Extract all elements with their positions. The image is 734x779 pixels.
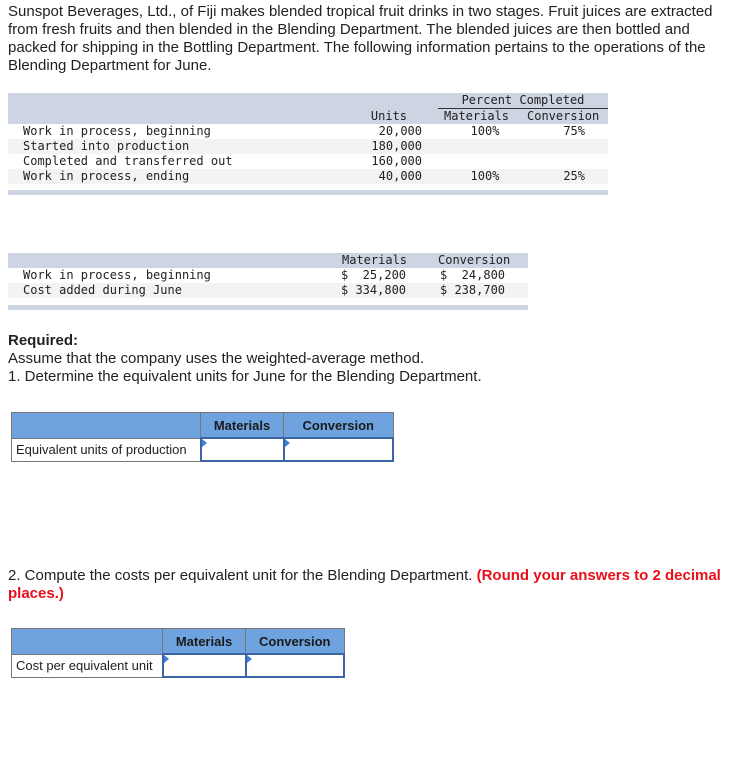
table-row: Work in process, ending 40,000 100% 25%: [8, 169, 608, 184]
conversion-header: Conversion: [246, 629, 345, 655]
conversion-header: Conversion: [527, 109, 600, 123]
required-heading: Required:: [8, 332, 79, 349]
equivalent-units-table: [11, 412, 394, 462]
materials-header: Materials: [444, 109, 510, 123]
conversion-cost-per-unit-input[interactable]: [246, 654, 345, 677]
percent-completed-header: Percent Completed: [438, 93, 608, 109]
conversion-header: Conversion: [284, 413, 394, 439]
rounding-note: (Round your answers to 2 decimal places.): [8, 567, 721, 602]
materials-equivalent-units-input[interactable]: [201, 438, 284, 461]
problem-intro: Sunspot Beverages, Ltd., of Fiji makes blended tropical fruit drinks in two stages. Fruit juices are extracted from fresh fruits and then blended in the Blending Department. The blended juices are then bottled and packed for shipping in the Bottling Department. The following information pertains to the operations of the Blending Department for June.: [8, 3, 713, 74]
materials-header: Materials: [201, 413, 284, 439]
table-row: Work in process, beginning 20,000 100% 75%: [23, 124, 585, 138]
question-2: 2. Compute the costs per equivalent unit for the Blending Department. (Round your answers to 2 decimal places.): [8, 567, 721, 602]
materials-header: Materials: [163, 629, 246, 655]
row-label: Equivalent units of production: [12, 438, 201, 461]
units-header: Units: [370, 109, 407, 123]
table-footer-bar: [8, 190, 608, 195]
cost-conversion-header: Conversion: [438, 253, 511, 267]
question-1: 1. Determine the equivalent units for June for the Blending Department.: [8, 368, 482, 385]
cost-per-unit-table: [11, 628, 345, 678]
conversion-equivalent-units-input[interactable]: [284, 438, 394, 461]
cost-materials-header: Materials: [342, 253, 408, 267]
table-row: Work in process, beginning $ 25,200 $ 24,800: [23, 268, 506, 282]
cost-table-body: [8, 268, 528, 298]
row-label: Cost per equivalent unit: [12, 654, 163, 677]
table-row: Completed and transferred out 160,000: [23, 154, 422, 168]
materials-cost-per-unit-input[interactable]: [163, 654, 246, 677]
table-row: Started into production 180,000: [8, 139, 608, 154]
table-row: Cost added during June $ 334,800 $ 238,700: [8, 283, 528, 298]
required-text: Assume that the company uses the weighted-average method.: [8, 350, 425, 367]
table-footer-bar: [8, 305, 528, 310]
units-table-body: [8, 124, 608, 184]
